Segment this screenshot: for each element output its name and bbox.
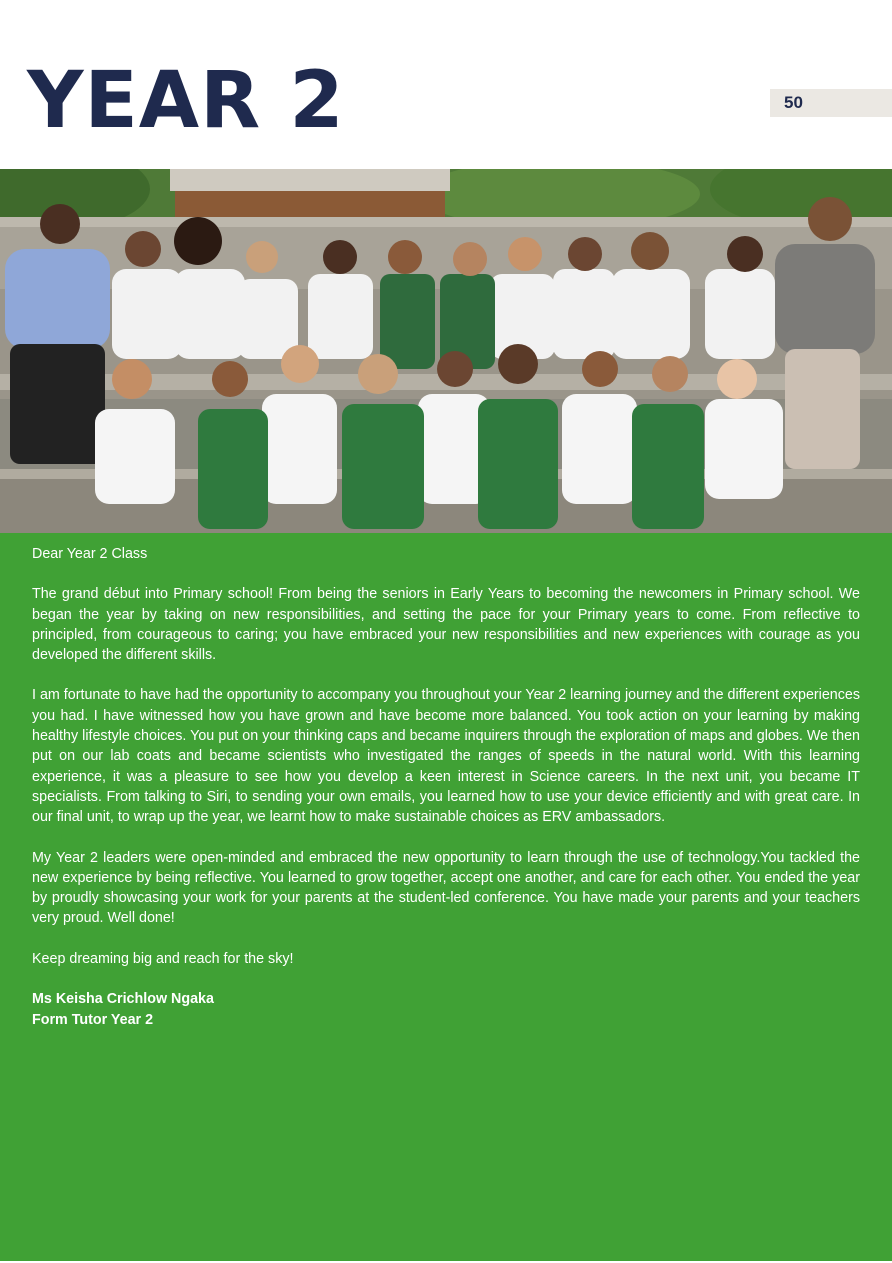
page-number: 50 (784, 93, 803, 112)
letter-closing: Keep dreaming big and reach for the sky! (32, 950, 294, 967)
page-number-tab (770, 89, 892, 117)
class-photo (0, 169, 892, 533)
signature-name: Ms Keisha Crichlow Ngaka (32, 991, 214, 1008)
letter-paragraph-3: My Year 2 leaders were open-minded and embraced the new opportunity to learn through the use of technology.You tackled the new experience by being reflective. You learned to grow together, accept one another, and care for each other. You ended the year by proudly showcasing your work for your parents at the student-led conference. You have made your parents and your teachers very proud. Well done! (32, 849, 860, 927)
page-title: YEAR 2 (27, 56, 345, 146)
signature-block (32, 989, 860, 1031)
letter-paragraph-1: The grand début into Primary school! From being the seniors in Early Years to becoming the newcomers in Primary school. We began the year by taking on new responsibilities, and setting the pace for your Primary years to come. From reflective to principled, from courageous to caring; you have embraced your new responsibilities and new experiences with courage as you developed the different skills. (32, 586, 860, 664)
letter-paragraph-2: I am fortunate to have had the opportunity to accompany you throughout your Year 2 learning journey and the different experiences you had. I have witnessed how you have grown and have become more balanced. You took action on your learning by making healthy lifestyle choices. You put on your thinking caps and became inquirers through the exploration of maps and globes. We then put on our lab coats and became scientists who investigated the ranges of speeds in the natural world. With this learning experience, it was a pleasure to see how you develop a keen interest in Science careers. In the next unit, you became IT specialists. From talking to Siri, to sending your own emails, you learned how to use your device efficiently and with great care. In our final unit, to wrap up the year, we learnt how to make sustainable choices as ERV ambassadors. (32, 687, 860, 826)
letter-panel (0, 533, 892, 1261)
letter-greeting: Dear Year 2 Class (32, 546, 148, 562)
signature-role: Form Tutor Year 2 (32, 1012, 154, 1029)
